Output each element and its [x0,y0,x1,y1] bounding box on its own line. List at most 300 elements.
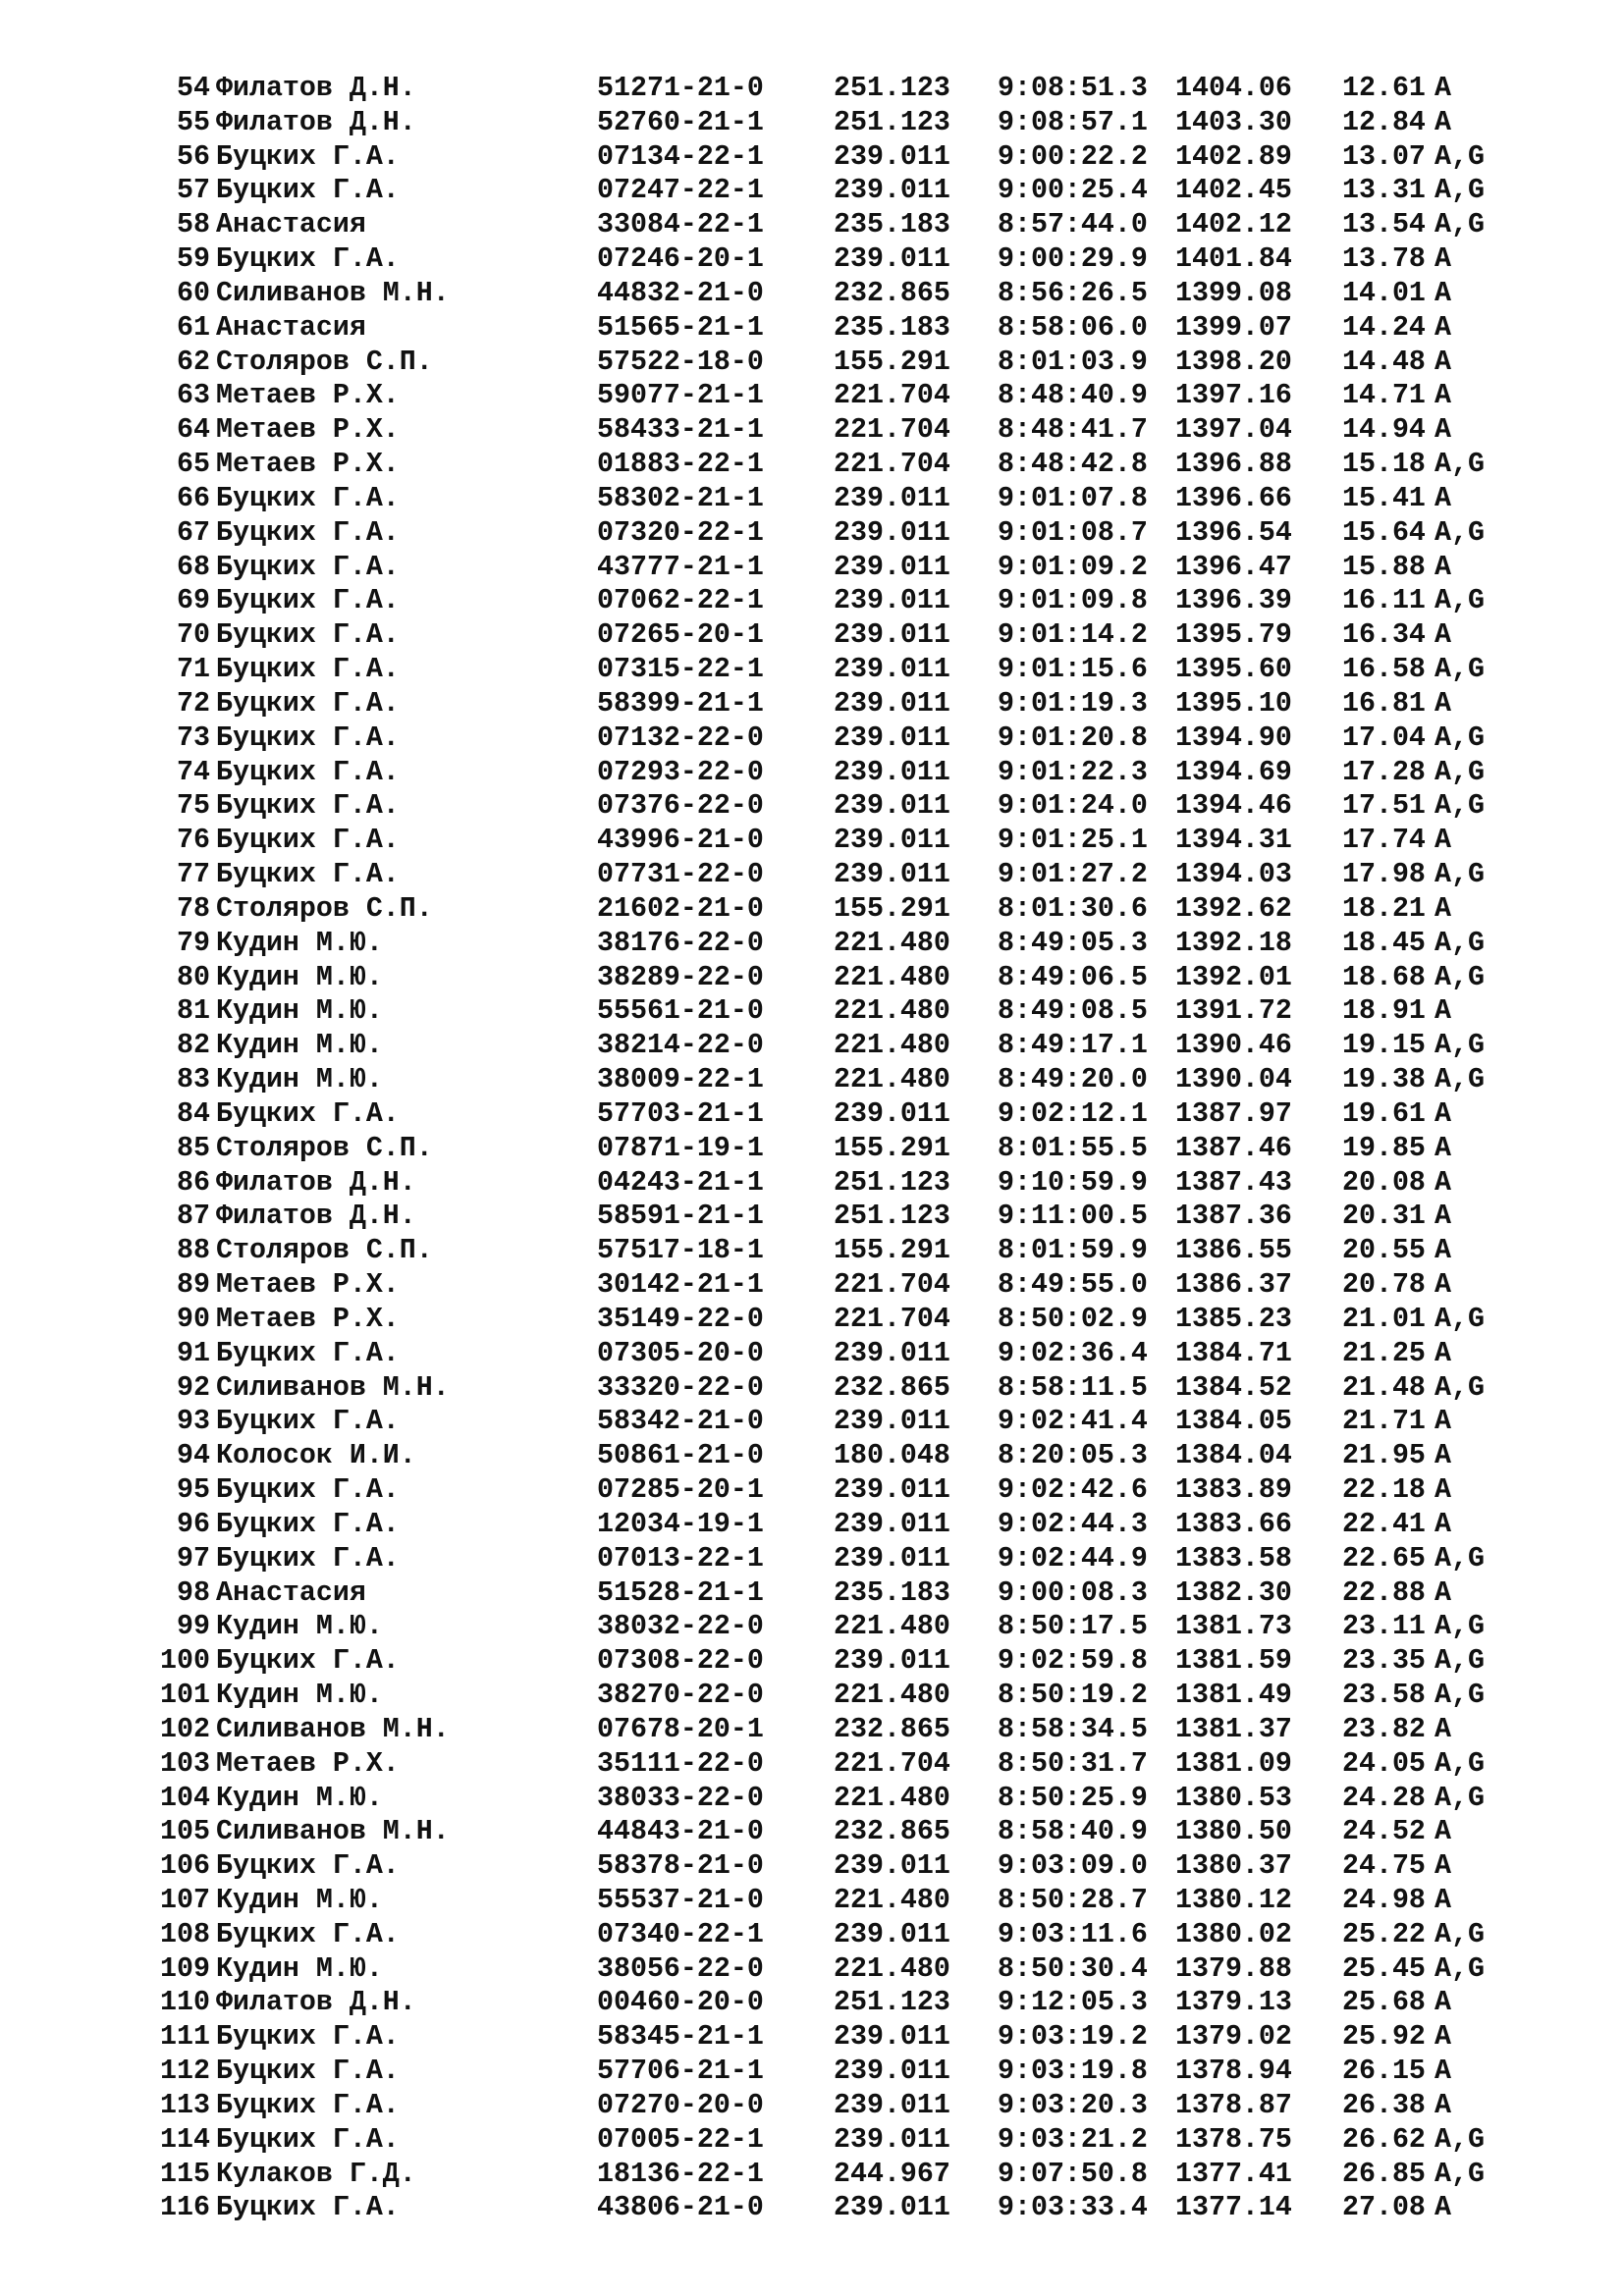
distance: 221.480 [834,1611,950,1643]
place-number: 91 [177,1337,210,1369]
place-number: 108 [160,1918,210,1950]
distance: 239.011 [834,1406,950,1438]
speed: 1386.37 [1175,1269,1292,1302]
table-row [0,140,1624,174]
arrival-time: 9:12:05.3 [998,1987,1148,2019]
ring-number: 21602-21-0 [597,892,764,925]
coefficient: 24.98 [1342,1884,1426,1916]
distance: 180.048 [834,1440,950,1472]
ring-number: 50861-21-0 [597,1440,764,1472]
category-flags: A [1435,482,1451,514]
table-row [0,687,1624,721]
ring-number: 07678-20-1 [597,1713,764,1745]
arrival-time: 8:58:40.9 [998,1816,1148,1848]
ring-number: 38289-22-0 [597,961,764,993]
participant-name: Метаев Р.Х. [216,380,400,412]
participant-name: Кудин М.Ю. [216,1030,383,1062]
ring-number: 58591-21-1 [597,1201,764,1233]
table-row [0,1815,1624,1848]
coefficient: 15.18 [1342,449,1426,481]
arrival-time: 9:00:29.9 [998,243,1148,276]
table-row [0,242,1624,276]
speed: 1397.16 [1175,380,1292,412]
category-flags: A,G [1435,1952,1485,1985]
category-flags: A,G [1435,961,1485,993]
speed: 1399.07 [1175,311,1292,344]
place-number: 89 [177,1269,210,1302]
place-number: 83 [177,1064,210,1096]
arrival-time: 9:00:22.2 [998,140,1148,173]
table-row [0,174,1624,207]
ring-number: 35149-22-0 [597,1303,764,1335]
distance: 239.011 [834,1337,950,1369]
arrival-time: 8:49:08.5 [998,995,1148,1028]
category-flags: A,G [1435,2158,1485,2190]
arrival-time: 9:07:50.8 [998,2158,1148,2190]
speed: 1379.88 [1175,1952,1292,1985]
coefficient: 25.92 [1342,2021,1426,2054]
distance: 221.480 [834,1064,950,1096]
participant-name: Буцких Г.А. [216,2089,400,2121]
distance: 221.704 [834,1269,950,1302]
speed: 1381.49 [1175,1680,1292,1711]
table-row [0,1132,1624,1165]
category-flags: A [1435,1850,1451,1883]
place-number: 84 [177,1097,210,1130]
speed: 1380.53 [1175,1782,1292,1814]
speed: 1398.20 [1175,346,1292,378]
participant-name: Буцких Г.А. [216,654,400,686]
table-row [0,1884,1624,1917]
coefficient: 20.55 [1342,1235,1426,1267]
participant-name: Кулаков Г.Д. [216,2158,416,2190]
table-row [0,1234,1624,1267]
arrival-time: 9:01:15.6 [998,654,1148,686]
distance: 221.480 [834,1952,950,1985]
table-row [0,2158,1624,2191]
distance: 239.011 [834,2089,950,2121]
category-flags: A [1435,2089,1451,2121]
table-row [0,789,1624,823]
place-number: 60 [177,277,210,309]
place-number: 110 [160,1987,210,2019]
speed: 1392.18 [1175,927,1292,959]
arrival-time: 8:50:19.2 [998,1680,1148,1711]
table-row [0,1644,1624,1678]
participant-name: Кудин М.Ю. [216,1782,383,1814]
place-number: 74 [177,756,210,788]
coefficient: 17.51 [1342,790,1426,823]
ring-number: 07293-22-0 [597,756,764,788]
category-flags: A [1435,1097,1451,1130]
arrival-time: 9:03:11.6 [998,1918,1148,1950]
coefficient: 25.22 [1342,1918,1426,1950]
ring-number: 12034-19-1 [597,1508,764,1540]
speed: 1379.13 [1175,1987,1292,2019]
distance: 239.011 [834,619,950,652]
speed: 1377.41 [1175,2158,1292,2190]
place-number: 77 [177,859,210,891]
ring-number: 43806-21-0 [597,2192,764,2224]
arrival-time: 9:01:07.8 [998,482,1148,514]
speed: 1394.46 [1175,790,1292,823]
participant-name: Буцких Г.А. [216,1337,400,1369]
place-number: 96 [177,1508,210,1540]
table-row [0,1747,1624,1781]
category-flags: A [1435,380,1451,412]
category-flags: A [1435,1816,1451,1848]
arrival-time: 9:02:59.8 [998,1645,1148,1678]
ring-number: 07247-22-1 [597,175,764,207]
ring-number: 58399-21-1 [597,687,764,720]
arrival-time: 9:08:51.3 [998,73,1148,104]
place-number: 104 [160,1782,210,1814]
place-number: 103 [160,1747,210,1780]
place-number: 57 [177,175,210,207]
speed: 1402.45 [1175,175,1292,207]
coefficient: 16.81 [1342,687,1426,720]
speed: 1386.55 [1175,1235,1292,1267]
ring-number: 52760-21-1 [597,106,764,138]
arrival-time: 8:58:06.0 [998,311,1148,344]
table-row [0,379,1624,412]
speed: 1378.87 [1175,2089,1292,2121]
participant-name: Буцких Г.А. [216,1508,400,1540]
coefficient: 22.18 [1342,1474,1426,1507]
arrival-time: 8:50:30.4 [998,1952,1148,1985]
participant-name: Столяров С.П. [216,1235,433,1267]
category-flags: A,G [1435,449,1485,481]
ring-number: 07246-20-1 [597,243,764,276]
category-flags: A,G [1435,654,1485,686]
distance: 244.967 [834,2158,950,2190]
distance: 239.011 [834,175,950,207]
place-number: 71 [177,654,210,686]
ring-number: 07062-22-1 [597,585,764,617]
category-flags: A,G [1435,1747,1485,1780]
coefficient: 21.95 [1342,1440,1426,1472]
coefficient: 25.45 [1342,1952,1426,1985]
category-flags: A,G [1435,790,1485,823]
speed: 1404.06 [1175,73,1292,104]
participant-name: Филатов Д.Н. [216,1201,416,1233]
table-row [0,653,1624,686]
arrival-time: 9:10:59.9 [998,1166,1148,1199]
participant-name: Буцких Г.А. [216,1474,400,1507]
speed: 1394.31 [1175,825,1292,857]
category-flags: A,G [1435,1611,1485,1643]
participant-name: Силиванов М.Н. [216,1371,450,1404]
coefficient: 16.58 [1342,654,1426,686]
table-row [0,1713,1624,1746]
table-row [0,72,1624,105]
distance: 239.011 [834,1508,950,1540]
participant-name: Буцких Г.А. [216,551,400,583]
participant-name: Буцких Г.А. [216,859,400,891]
coefficient: 26.85 [1342,2158,1426,2190]
category-flags: A [1435,106,1451,138]
ring-number: 01883-22-1 [597,449,764,481]
coefficient: 21.25 [1342,1337,1426,1369]
arrival-time: 8:50:25.9 [998,1782,1148,1814]
table-row [0,1097,1624,1131]
category-flags: A,G [1435,2123,1485,2156]
speed: 1396.54 [1175,516,1292,549]
participant-name: Метаев Р.Х. [216,1747,400,1780]
place-number: 62 [177,346,210,378]
place-number: 101 [160,1680,210,1711]
ring-number: 35111-22-0 [597,1747,764,1780]
coefficient: 19.85 [1342,1132,1426,1164]
arrival-time: 8:57:44.0 [998,209,1148,241]
arrival-time: 9:02:42.6 [998,1474,1148,1507]
distance: 221.480 [834,995,950,1028]
category-flags: A,G [1435,1371,1485,1404]
distance: 251.123 [834,1201,950,1233]
ring-number: 07731-22-0 [597,859,764,891]
place-number: 59 [177,243,210,276]
speed: 1396.47 [1175,551,1292,583]
arrival-time: 9:03:20.3 [998,2089,1148,2121]
distance: 239.011 [834,1645,950,1678]
participant-name: Столяров С.П. [216,346,433,378]
coefficient: 19.61 [1342,1097,1426,1130]
speed: 1403.30 [1175,106,1292,138]
arrival-time: 8:50:28.7 [998,1884,1148,1916]
place-number: 102 [160,1713,210,1745]
place-number: 66 [177,482,210,514]
participant-name: Филатов Д.Н. [216,73,416,104]
coefficient: 20.78 [1342,1269,1426,1302]
table-row [0,2191,1624,2224]
place-number: 93 [177,1406,210,1438]
speed: 1391.72 [1175,995,1292,1028]
arrival-time: 8:58:11.5 [998,1371,1148,1404]
coefficient: 24.52 [1342,1816,1426,1848]
speed: 1390.46 [1175,1030,1292,1062]
distance: 221.704 [834,414,950,447]
participant-name: Анастасия [216,311,366,344]
place-number: 111 [160,2021,210,2054]
arrival-time: 9:02:44.3 [998,1508,1148,1540]
place-number: 56 [177,140,210,173]
speed: 1387.46 [1175,1132,1292,1164]
distance: 239.011 [834,551,950,583]
participant-name: Буцких Г.А. [216,140,400,173]
place-number: 61 [177,311,210,344]
category-flags: A,G [1435,927,1485,959]
category-flags: A [1435,892,1451,925]
participant-name: Буцких Г.А. [216,175,400,207]
ring-number: 59077-21-1 [597,380,764,412]
arrival-time: 9:02:41.4 [998,1406,1148,1438]
coefficient: 23.35 [1342,1645,1426,1678]
participant-name: Буцких Г.А. [216,243,400,276]
table-row [0,1200,1624,1233]
arrival-time: 9:01:09.2 [998,551,1148,583]
coefficient: 22.41 [1342,1508,1426,1540]
category-flags: A [1435,1884,1451,1916]
category-flags: A [1435,1406,1451,1438]
place-number: 65 [177,449,210,481]
coefficient: 18.91 [1342,995,1426,1028]
coefficient: 14.24 [1342,311,1426,344]
category-flags: A,G [1435,516,1485,549]
arrival-time: 8:01:59.9 [998,1235,1148,1267]
participant-name: Кудин М.Ю. [216,961,383,993]
participant-name: Метаев Р.Х. [216,449,400,481]
table-row [0,1371,1624,1405]
speed: 1384.04 [1175,1440,1292,1472]
speed: 1377.14 [1175,2192,1292,2224]
participant-name: Буцких Г.А. [216,1406,400,1438]
arrival-time: 8:56:26.5 [998,277,1148,309]
table-row [0,1542,1624,1575]
speed: 1396.88 [1175,449,1292,481]
participant-name: Силиванов М.Н. [216,1713,450,1745]
category-flags: A,G [1435,140,1485,173]
speed: 1383.89 [1175,1474,1292,1507]
distance: 239.011 [834,1097,950,1130]
arrival-time: 8:48:42.8 [998,449,1148,481]
speed: 1381.59 [1175,1645,1292,1678]
ring-number: 58302-21-1 [597,482,764,514]
category-flags: A [1435,1508,1451,1540]
distance: 239.011 [834,2021,950,2054]
table-row [0,1508,1624,1541]
table-row [0,106,1624,139]
speed: 1383.58 [1175,1542,1292,1575]
participant-name: Буцких Г.А. [216,721,400,754]
arrival-time: 8:49:17.1 [998,1030,1148,1062]
participant-name: Буцких Г.А. [216,1542,400,1575]
participant-name: Метаев Р.Х. [216,1303,400,1335]
ring-number: 07270-20-0 [597,2089,764,2121]
category-flags: A,G [1435,209,1485,241]
category-flags: A [1435,346,1451,378]
distance: 239.011 [834,790,950,823]
arrival-time: 9:01:08.7 [998,516,1148,549]
place-number: 113 [160,2089,210,2121]
participant-name: Метаев Р.Х. [216,1269,400,1302]
ring-number: 38056-22-0 [597,1952,764,1985]
coefficient: 16.34 [1342,619,1426,652]
table-row [0,1405,1624,1438]
place-number: 97 [177,1542,210,1575]
arrival-time: 9:03:19.2 [998,2021,1148,2054]
coefficient: 22.65 [1342,1542,1426,1575]
category-flags: A,G [1435,1782,1485,1814]
distance: 239.011 [834,1850,950,1883]
participant-name: Силиванов М.Н. [216,277,450,309]
coefficient: 13.54 [1342,209,1426,241]
speed: 1384.71 [1175,1337,1292,1369]
participant-name: Филатов Д.Н. [216,106,416,138]
place-number: 75 [177,790,210,823]
speed: 1402.12 [1175,209,1292,241]
distance: 239.011 [834,654,950,686]
participant-name: Колосок И.И. [216,1440,416,1472]
place-number: 72 [177,687,210,720]
distance: 232.865 [834,1816,950,1848]
distance: 232.865 [834,1371,950,1404]
table-row [0,413,1624,447]
ring-number: 07340-22-1 [597,1918,764,1950]
category-flags: A,G [1435,721,1485,754]
ring-number: 57517-18-1 [597,1235,764,1267]
table-row [0,1473,1624,1507]
distance: 239.011 [834,2192,950,2224]
participant-name: Метаев Р.Х. [216,414,400,447]
ring-number: 38270-22-0 [597,1680,764,1711]
coefficient: 18.68 [1342,961,1426,993]
ring-number: 43996-21-0 [597,825,764,857]
table-row [0,1268,1624,1302]
arrival-time: 9:01:14.2 [998,619,1148,652]
participant-name: Кудин М.Ю. [216,995,383,1028]
coefficient: 19.38 [1342,1064,1426,1096]
arrival-time: 9:02:12.1 [998,1097,1148,1130]
coefficient: 27.08 [1342,2192,1426,2224]
distance: 239.011 [834,1918,950,1950]
participant-name: Кудин М.Ю. [216,1611,383,1643]
distance: 239.011 [834,585,950,617]
coefficient: 14.71 [1342,380,1426,412]
arrival-time: 8:50:17.5 [998,1611,1148,1643]
ring-number: 07871-19-1 [597,1132,764,1164]
distance: 239.011 [834,516,950,549]
ring-number: 44843-21-0 [597,1816,764,1848]
place-number: 64 [177,414,210,447]
speed: 1380.50 [1175,1816,1292,1848]
coefficient: 25.68 [1342,1987,1426,2019]
ring-number: 07013-22-1 [597,1542,764,1575]
ring-number: 57706-21-1 [597,2056,764,2088]
participant-name: Буцких Г.А. [216,1097,400,1130]
arrival-time: 9:01:27.2 [998,859,1148,891]
category-flags: A [1435,243,1451,276]
coefficient: 13.31 [1342,175,1426,207]
coefficient: 23.11 [1342,1611,1426,1643]
coefficient: 15.88 [1342,551,1426,583]
participant-name: Буцких Г.А. [216,1645,400,1678]
participant-name: Кудин М.Ю. [216,1680,383,1711]
speed: 1392.62 [1175,892,1292,925]
speed: 1387.36 [1175,1201,1292,1233]
arrival-time: 9:03:19.8 [998,2056,1148,2088]
distance: 239.011 [834,140,950,173]
distance: 239.011 [834,756,950,788]
coefficient: 20.08 [1342,1166,1426,1199]
ring-number: 57522-18-0 [597,346,764,378]
table-row [0,961,1624,994]
place-number: 85 [177,1132,210,1164]
coefficient: 17.28 [1342,756,1426,788]
speed: 1394.69 [1175,756,1292,788]
table-row [0,311,1624,345]
category-flags: A [1435,1337,1451,1369]
table-row [0,1029,1624,1062]
ring-number: 07134-22-1 [597,140,764,173]
place-number: 92 [177,1371,210,1404]
table-row [0,551,1624,584]
speed: 1383.66 [1175,1508,1292,1540]
table-row [0,1439,1624,1472]
category-flags: A,G [1435,1064,1485,1096]
table-row [0,346,1624,379]
ring-number: 58433-21-1 [597,414,764,447]
table-row [0,1679,1624,1712]
